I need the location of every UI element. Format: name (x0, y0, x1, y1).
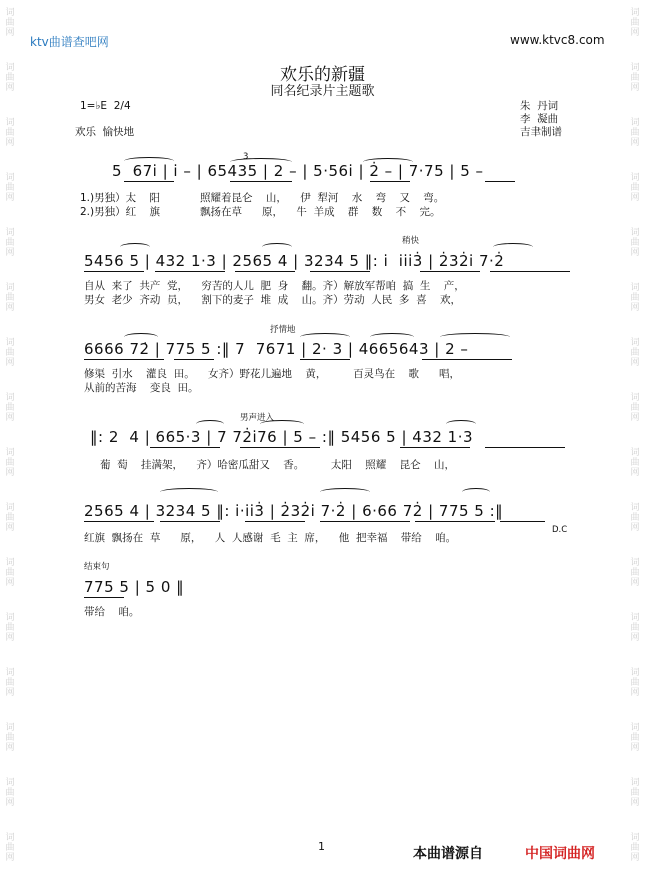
beam (230, 181, 292, 182)
watermark-glyph: 网 (5, 853, 15, 863)
watermark-glyph: 词 (630, 778, 640, 788)
watermark-glyph-group (3, 228, 17, 258)
watermark-glyph-group (628, 338, 642, 368)
watermark-glyph: 网 (630, 578, 640, 588)
watermark-glyph: 词 (5, 833, 15, 843)
watermark-glyph: 网 (630, 248, 640, 258)
watermark-glyph: 网 (630, 413, 640, 423)
song-subtitle: 同名纪录片主题歌 (270, 84, 375, 99)
watermark-glyph: 曲 (5, 678, 15, 688)
beam (415, 521, 495, 522)
tempo-marking: 欢乐 愉快地 (75, 126, 135, 138)
watermark-glyph: 网 (5, 578, 15, 588)
slur (462, 488, 490, 496)
watermark-glyph: 曲 (630, 458, 640, 468)
source-site-link[interactable]: 中国词曲网 (525, 846, 595, 862)
watermark-glyph-group (628, 668, 642, 698)
watermark-glyph: 词 (630, 118, 640, 128)
watermark-glyph: 网 (630, 633, 640, 643)
watermark-glyph: 网 (5, 413, 15, 423)
watermark-glyph: 词 (5, 723, 15, 733)
watermark-glyph: 词 (630, 448, 640, 458)
watermark-glyph: 曲 (5, 293, 15, 303)
watermark-glyph-group (628, 393, 642, 423)
watermark-glyph: 词 (5, 283, 15, 293)
watermark-glyph-group (628, 833, 642, 863)
slur (260, 420, 304, 428)
watermark-glyph: 网 (5, 688, 15, 698)
watermark-glyph-group (628, 723, 642, 753)
watermark-glyph: 网 (630, 688, 640, 698)
slur (262, 243, 292, 251)
beam (485, 447, 565, 448)
watermark-glyph: 词 (630, 503, 640, 513)
watermark-glyph: 网 (5, 83, 15, 93)
notation-line: 775 5 | 5 0 ‖ (84, 578, 185, 596)
voice-entry-mark: 男声进入 (240, 413, 275, 423)
watermark-glyph: 网 (5, 138, 15, 148)
watermark-glyph-group (3, 448, 17, 478)
watermark-glyph: 网 (5, 523, 15, 533)
watermark-glyph: 词 (5, 118, 15, 128)
slur (446, 420, 476, 428)
watermark-glyph: 网 (630, 468, 640, 478)
beam (320, 521, 410, 522)
watermark-glyph-group (628, 173, 642, 203)
watermark-glyph: 曲 (630, 513, 640, 523)
lyric-verse-1: 修渠 引水 灌良 田。 女齐）野花儿遍地 黄， 百灵鸟在 歌 唱， (84, 368, 460, 380)
watermark-glyph: 词 (630, 393, 640, 403)
watermark-glyph: 网 (630, 358, 640, 368)
watermark-glyph: 词 (5, 558, 15, 568)
watermark-glyph-group (3, 393, 17, 423)
watermark-glyph: 网 (5, 633, 15, 643)
watermark-glyph: 曲 (630, 403, 640, 413)
lyricist-credit: 朱 丹词 (520, 100, 559, 112)
watermark-glyph-group (3, 613, 17, 643)
watermark-glyph-group (628, 283, 642, 313)
beam (240, 447, 320, 448)
beam (485, 181, 515, 182)
watermark-glyph: 词 (5, 503, 15, 513)
lyric-verse-1: 葡 萄 挂满架， 齐）哈密瓜甜又 香。 太阳 照耀 昆仑 山， (100, 459, 455, 471)
watermark-glyph: 网 (630, 138, 640, 148)
watermark-glyph: 网 (630, 798, 640, 808)
watermark-glyph: 网 (5, 743, 15, 753)
watermark-glyph: 曲 (5, 513, 15, 523)
watermark-glyph-group (3, 668, 17, 698)
lyric-verse-2: 2.)男独）红 旗 飘扬在草 原， 牛 羊成 群 数 不 完。 (80, 206, 441, 218)
beam (300, 359, 350, 360)
watermark-glyph-group (628, 558, 642, 588)
watermark-glyph: 曲 (5, 843, 15, 853)
watermark-glyph-group (628, 228, 642, 258)
watermark-glyph: 词 (5, 393, 15, 403)
beam (150, 447, 220, 448)
watermark-glyph: 曲 (630, 623, 640, 633)
lyric-verse-1: 1.)男独）太 阳 照耀着昆仑 山， 伊 犁河 水 弯 又 弯。 (80, 192, 445, 204)
watermark-glyph: 曲 (5, 458, 15, 468)
triplet-mark: 3 (243, 152, 249, 162)
watermark-left (3, 0, 17, 891)
watermark-glyph: 曲 (630, 293, 640, 303)
watermark-glyph: 词 (5, 228, 15, 238)
watermark-glyph-group (628, 503, 642, 533)
watermark-glyph-group (3, 8, 17, 38)
watermark-glyph: 曲 (5, 623, 15, 633)
watermark-glyph: 曲 (630, 183, 640, 193)
watermark-glyph: 词 (630, 283, 640, 293)
watermark-glyph: 曲 (5, 128, 15, 138)
watermark-glyph-group (628, 448, 642, 478)
watermark-glyph: 曲 (630, 788, 640, 798)
watermark-glyph: 词 (5, 668, 15, 678)
watermark-glyph: 曲 (630, 568, 640, 578)
watermark-glyph: 网 (630, 83, 640, 93)
watermark-glyph: 网 (630, 193, 640, 203)
watermark-glyph: 曲 (5, 403, 15, 413)
slur (493, 243, 533, 251)
watermark-glyph: 曲 (630, 238, 640, 248)
watermark-glyph: 词 (5, 63, 15, 73)
notation-line: 5456 5 | 432 1·3 | 2565 4 | 3234 5 ‖: i̇ i̇i̇i̇3̇ | 2̇32̇i̇ 7·2̇ (84, 252, 505, 270)
watermark-glyph-group (3, 558, 17, 588)
lyric-verse-2: 从前的苦海 变良 田。 (84, 382, 199, 394)
watermark-glyph: 网 (5, 303, 15, 313)
beam (160, 521, 220, 522)
song-title: 欢乐的新疆 (280, 65, 365, 85)
notation-line: ‖: 2 4 | 665·3 | 7 72̇i̇76 | 5 – :‖ 5456 5 | 432 1·3 (90, 428, 474, 446)
watermark-glyph: 网 (5, 193, 15, 203)
watermark-glyph: 曲 (630, 348, 640, 358)
beam (370, 181, 410, 182)
watermark-glyph: 词 (5, 338, 15, 348)
watermark-right (628, 0, 642, 891)
slur (160, 488, 218, 496)
watermark-glyph: 曲 (630, 128, 640, 138)
watermark-glyph: 网 (630, 743, 640, 753)
watermark-glyph-group (3, 723, 17, 753)
key-signature: 1=♭E 2/4 (80, 100, 131, 112)
watermark-glyph: 词 (630, 338, 640, 348)
slur (320, 488, 370, 496)
beam (174, 359, 214, 360)
watermark-glyph: 曲 (5, 73, 15, 83)
watermark-glyph: 词 (5, 778, 15, 788)
watermark-glyph-group (628, 118, 642, 148)
composer-credit: 李 凝曲 (520, 113, 559, 125)
watermark-glyph-group (3, 338, 17, 368)
watermark-glyph: 网 (630, 853, 640, 863)
beam (245, 521, 305, 522)
watermark-glyph: 曲 (5, 568, 15, 578)
watermark-glyph: 网 (630, 523, 640, 533)
beam (84, 597, 124, 598)
watermark-glyph: 词 (5, 8, 15, 18)
slur (196, 420, 224, 428)
page-number: 1 (318, 840, 325, 853)
beam (420, 271, 480, 272)
site-link-left[interactable]: ktv曲谱查吧网 (30, 35, 109, 49)
watermark-glyph: 词 (630, 613, 640, 623)
lyric-verse-1: 自从 来了 共产 党， 穷苦的人儿 肥 身 翻。齐）解放军帮咱 搞 生 产， (84, 280, 465, 292)
watermark-glyph: 词 (630, 558, 640, 568)
beam (84, 359, 164, 360)
watermark-glyph: 网 (5, 798, 15, 808)
watermark-glyph-group (628, 8, 642, 38)
watermark-glyph: 词 (630, 8, 640, 18)
watermark-glyph: 词 (5, 613, 15, 623)
watermark-glyph-group (3, 778, 17, 808)
watermark-glyph: 网 (630, 303, 640, 313)
watermark-glyph: 曲 (5, 733, 15, 743)
watermark-glyph-group (3, 833, 17, 863)
site-link-right[interactable]: www.ktvc8.com (510, 33, 605, 47)
watermark-glyph: 词 (630, 723, 640, 733)
watermark-glyph: 词 (630, 668, 640, 678)
beam (422, 359, 512, 360)
watermark-glyph: 网 (5, 248, 15, 258)
tempo-change-mark: 稍快 (402, 236, 420, 246)
lyric-verse-1: 红旗 飘扬在 草 原， 人 人感谢 毛 主 席， 他 把幸福 带给 咱。 (84, 532, 457, 544)
watermark-glyph: 曲 (5, 183, 15, 193)
watermark-glyph: 网 (5, 358, 15, 368)
tempo-change-mark: 抒情地 (270, 325, 296, 335)
source-label: 本曲谱源自 (413, 846, 483, 862)
watermark-glyph: 网 (5, 28, 15, 38)
watermark-glyph-group (3, 283, 17, 313)
watermark-glyph: 曲 (630, 73, 640, 83)
lyric-verse-2: 男女 老少 齐动 员， 割下的麦子 堆 成 山。齐）劳动 人民 多 喜 欢， (84, 294, 461, 306)
watermark-glyph: 网 (5, 468, 15, 478)
watermark-glyph-group (3, 118, 17, 148)
beam (310, 271, 370, 272)
watermark-glyph: 网 (630, 28, 640, 38)
watermark-glyph: 曲 (630, 678, 640, 688)
beam (400, 447, 470, 448)
beam (155, 271, 225, 272)
da-capo-mark: D.C (552, 525, 568, 535)
beam (500, 521, 545, 522)
watermark-glyph: 词 (5, 173, 15, 183)
watermark-glyph: 词 (5, 448, 15, 458)
watermark-glyph-group (3, 173, 17, 203)
watermark-glyph: 曲 (5, 238, 15, 248)
watermark-glyph: 曲 (5, 18, 15, 28)
ending-mark: 结束句 (84, 562, 110, 572)
watermark-glyph: 曲 (5, 788, 15, 798)
watermark-glyph: 曲 (630, 843, 640, 853)
slur (120, 243, 150, 251)
beam (84, 271, 144, 272)
notation-line: 5 67i̇ | i̇ – | 65435 | 2 – | 5·56i̇ | 2̇ – | 7·75 | 5 – (112, 162, 484, 180)
watermark-glyph-group (3, 503, 17, 533)
watermark-glyph: 词 (630, 63, 640, 73)
beam (490, 271, 570, 272)
beam (124, 181, 174, 182)
watermark-glyph: 曲 (630, 733, 640, 743)
watermark-glyph: 词 (630, 173, 640, 183)
watermark-glyph: 词 (630, 228, 640, 238)
watermark-glyph-group (628, 778, 642, 808)
watermark-glyph-group (628, 613, 642, 643)
beam (235, 271, 295, 272)
lyric-verse-1: 带给 咱。 (84, 606, 140, 618)
watermark-glyph: 词 (630, 833, 640, 843)
beam (84, 521, 154, 522)
arranger-credit: 吉聿制谱 (520, 126, 562, 138)
watermark-glyph: 曲 (630, 18, 640, 28)
watermark-glyph: 曲 (5, 348, 15, 358)
notation-line: 6666 72̇ | 775 5 :‖ 7 7671 | 2· 3 | 4665643 | 2 – (84, 340, 469, 358)
notation-line: 2565 4 | 3234 5 ‖: i̇·i̇i̇3̇ | 2̇32̇i̇ 7·2̇ | 6·66 72̇ | 775 5 :‖ (84, 502, 504, 520)
